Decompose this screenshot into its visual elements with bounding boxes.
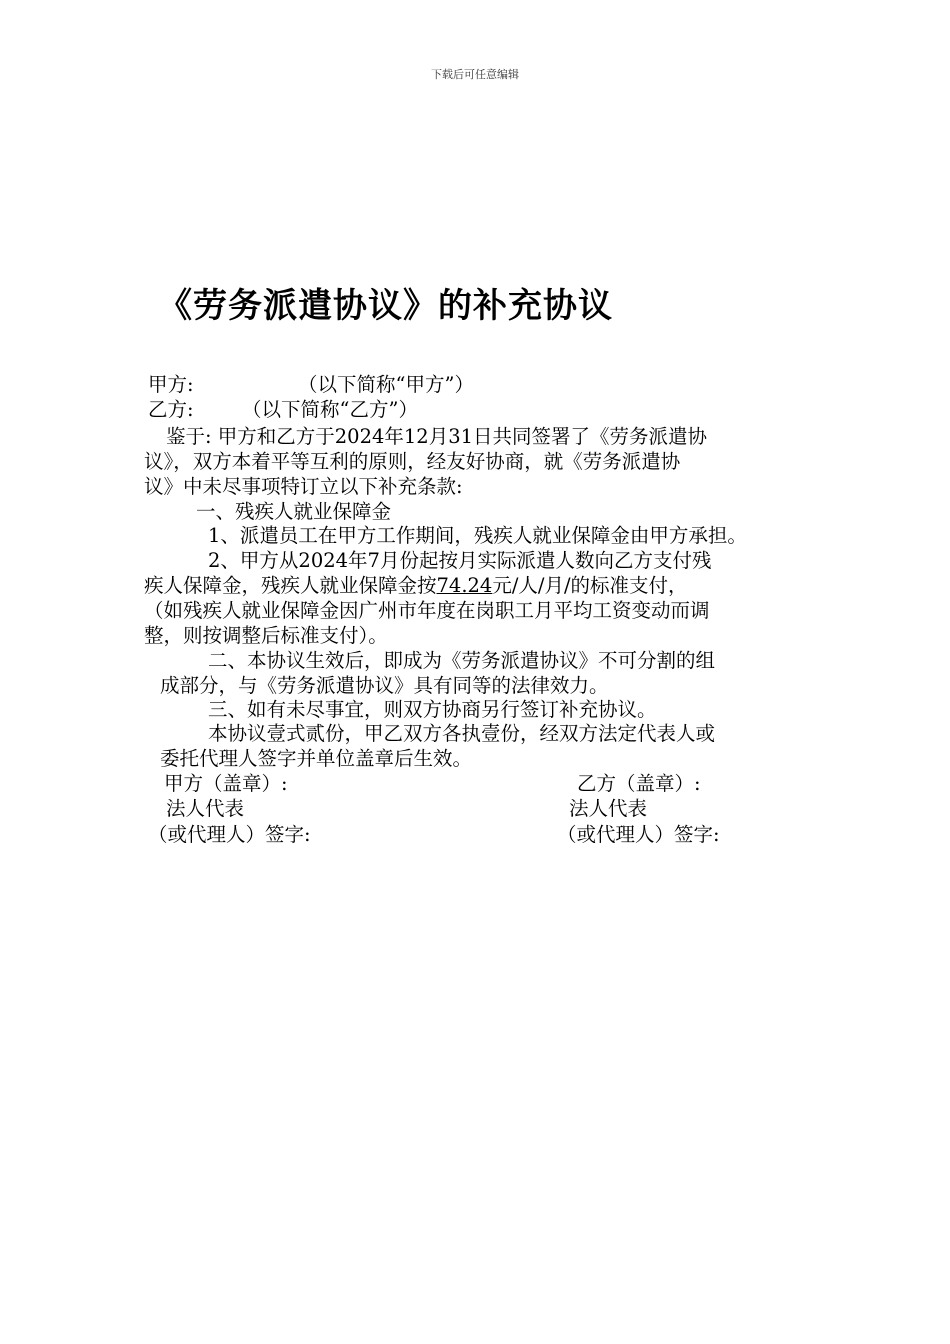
- section1-item2-line1: 2、甲方从2024年7月份起按月实际派遣人数向乙方支付残: [208, 549, 712, 572]
- party-a-alias: （以下简称“甲方”）: [298, 373, 474, 396]
- section1-item2-line2: [144, 574, 688, 599]
- section1-item2-line3: （如残疾人就业保障金因广州市年度在岗职工月平均工资变动而调: [144, 599, 710, 622]
- closing-line2: 委托代理人签字并单位盖章后生效。: [160, 747, 473, 770]
- section2-line2: 成部分，与《劳务派遣协议》具有同等的法律效力。: [160, 674, 609, 697]
- party-b-rep: 法人代表: [569, 797, 648, 820]
- item2-line2-pre: 疾人保障金，残疾人就业保障金按: [144, 574, 437, 597]
- document-title: 《劳务派遣协议》的补充协议: [158, 286, 613, 326]
- header-note: 下载后可任意编辑: [431, 68, 519, 81]
- section1-item2-line4: 整，则按调整后标准支付）。: [144, 624, 388, 647]
- closing-line1: 本协议壹式贰份，甲乙双方各执壹份，经双方法定代表人或: [208, 722, 716, 745]
- preamble-line-1: 鉴于: 甲方和乙方于2024年12月31日共同签署了《劳务派遣协: [166, 425, 708, 448]
- amount-value: 74.24: [436, 574, 493, 597]
- section2-line1: 二、本协议生效后，即成为《劳务派遣协议》不可分割的组: [208, 649, 716, 672]
- preamble-line-3: 议》中未尽事项特订立以下补充条款:: [144, 475, 463, 498]
- item2-line2-post: 元/人/月/的标准支付，: [492, 574, 688, 597]
- party-b-seal: 乙方（盖章）:: [577, 772, 701, 795]
- party-a-rep: 法人代表: [166, 797, 245, 820]
- party-b-sign: （或代理人）签字:: [557, 823, 720, 846]
- preamble-line-2: 议》，双方本着平等互利的原则，经友好协商，就《劳务派遣协: [144, 450, 681, 473]
- section1-heading: 一、残疾人就业保障金: [196, 500, 392, 523]
- party-b-alias: （以下简称“乙方”）: [242, 398, 418, 421]
- party-b-label: 乙方:: [148, 398, 194, 421]
- party-a-seal: 甲方（盖章）:: [164, 772, 288, 795]
- party-a-label: 甲方:: [148, 373, 194, 396]
- section1-item1: 1、派遣员工在甲方工作期间，残疾人就业保障金由甲方承担。: [208, 524, 747, 547]
- party-a-sign: （或代理人）签字:: [148, 823, 311, 846]
- section3: 三、如有未尽事宜，则双方协商另行签订补充协议。: [208, 698, 657, 721]
